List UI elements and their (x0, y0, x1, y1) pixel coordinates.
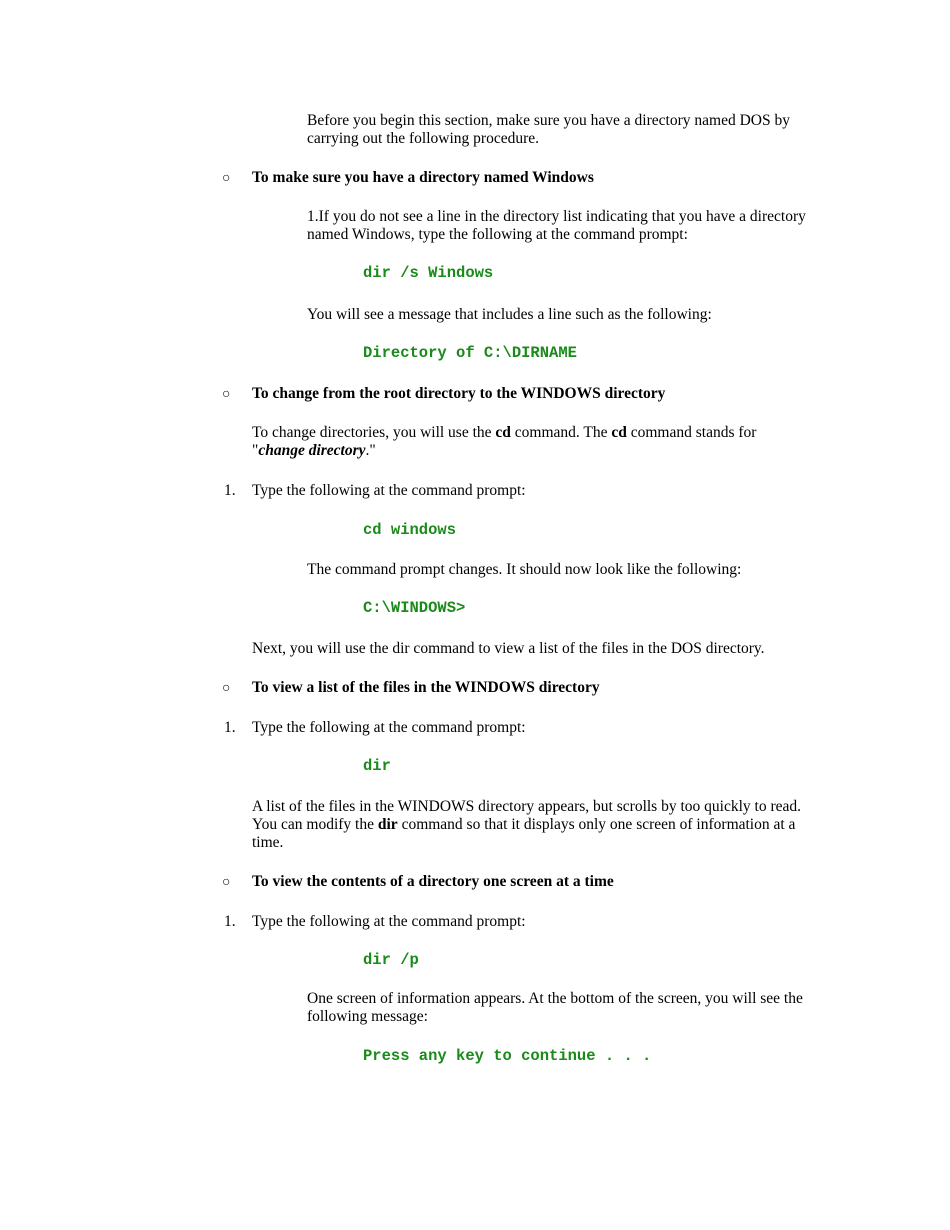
step-number: 1. (224, 719, 236, 736)
code-dir-s-windows: dir /s Windows (363, 264, 494, 282)
section4-note (307, 990, 827, 1026)
section1-step-paragraph (307, 208, 827, 244)
section1-note: You will see a message that includes a line such as the following: (307, 306, 712, 323)
cd-keyword: cd (611, 424, 627, 441)
code-windows-prompt: C:\WINDOWS> (363, 599, 466, 617)
change-directory-emphasis: change directory (258, 442, 366, 459)
code-directory-of: Directory of C:\DIRNAME (363, 344, 577, 362)
intro-line-2: carrying out the following procedure. (307, 130, 539, 147)
section2-step-text: Type the following at the command prompt: (252, 482, 526, 499)
section1-step-line-2: named Windows, type the following at the command prompt: (307, 226, 688, 243)
section2-para-a: To change directories, you will use the (252, 424, 496, 441)
step-number: 1. (224, 482, 236, 499)
section3-para-line-1: A list of the files in the WINDOWS directory appears, but scrolls by too quickly to read. (252, 798, 801, 815)
bullet-icon: ○ (222, 875, 231, 890)
step-number: 1. (224, 913, 236, 930)
code-press-any-key: Press any key to continue . . . (363, 1047, 652, 1065)
section4-note-line-2: following message: (307, 1008, 428, 1025)
section4-heading: To view the contents of a directory one screen at a time (252, 873, 614, 890)
section3-heading: To view a list of the files in the WINDOWS directory (252, 679, 600, 696)
section2-paragraph (252, 424, 812, 460)
code-cd-windows: cd windows (363, 521, 457, 539)
bullet-icon: ○ (222, 387, 231, 402)
quote-close: ." (365, 442, 376, 459)
section2-note: The command prompt changes. It should now look like the following: (307, 561, 742, 578)
section1-heading: To make sure you have a directory named Windows (252, 169, 594, 186)
section3-para-line-2a: You can modify the (252, 816, 378, 833)
code-dir-p: dir /p (363, 951, 419, 969)
bullet-icon: ○ (222, 171, 231, 186)
code-dir: dir (363, 757, 391, 775)
intro-line-1: Before you begin this section, make sure you have a directory named DOS by (307, 112, 790, 129)
section2-para-c: command stands for (626, 424, 757, 441)
section3-para-line-3: time. (252, 834, 284, 851)
dir-keyword: dir (377, 816, 398, 833)
section4-note-line-1: One screen of information appears. At the bottom of the screen, you will see the (307, 990, 803, 1007)
section2-next: Next, you will use the dir command to view a list of the files in the DOS directory. (252, 640, 765, 657)
section3-para-line-2b: command so that it displays only one screen of information at a (397, 816, 796, 833)
section3-step-text: Type the following at the command prompt: (252, 719, 526, 736)
bullet-icon: ○ (222, 681, 231, 696)
section2-heading: To change from the root directory to the WINDOWS directory (252, 385, 666, 402)
quote-open: " (252, 442, 259, 459)
section2-para-b: command. The (510, 424, 612, 441)
section1-step-line-1: 1.If you do not see a line in the directory list indicating that you have a directory (307, 208, 806, 225)
section4-step-text: Type the following at the command prompt: (252, 913, 526, 930)
section3-paragraph (252, 798, 822, 852)
cd-keyword: cd (495, 424, 511, 441)
intro-paragraph (307, 112, 812, 148)
